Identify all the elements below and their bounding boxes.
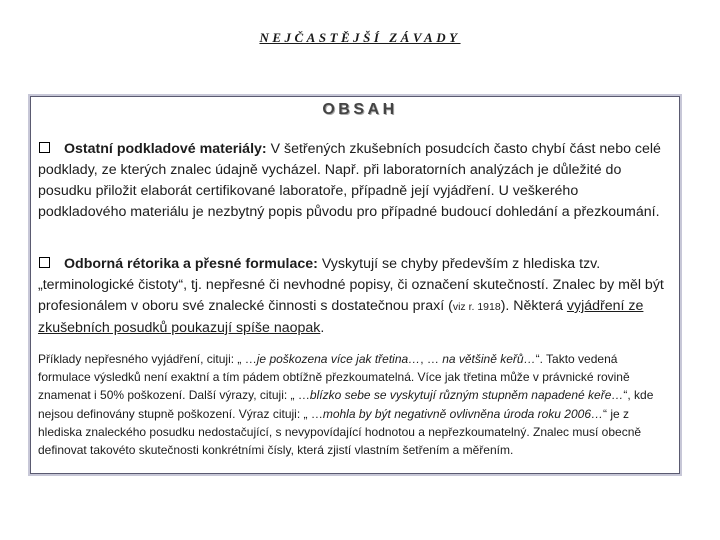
underlined-text: vyjádření ze zkušebních posudků poukazují spíše naopak: [38, 298, 644, 336]
reference-note: viz r. 1918: [452, 301, 501, 313]
item-text: .: [320, 320, 325, 336]
slide-title: OBSAH: [322, 101, 398, 118]
bullet-item-retorika: [38, 254, 670, 339]
item-text: V šetřených zkušebních posudcích často chybí část nebo celé podklady, ze kterých znalec údajně vycházel. Např. při laboratorních analýzách je důležité do posudku přiložit elaborát certifikované laboratoře, případně její vyjádření. U veškerého podkladového materiálu je nezbytný popis původu pro případné budoucí dohledání a přezkoumání.: [38, 141, 661, 220]
item-text: ). Některá: [500, 298, 567, 314]
bullet-item-podklady: [38, 139, 670, 223]
slide-header: NEJČASTĚJŠÍ ZÁVADY: [259, 30, 461, 45]
item-lead: Odborná rétorika a přesné formulace:: [64, 256, 318, 272]
example-quote: je poškozena více jak třetina…: [256, 352, 421, 366]
example-text: , …: [420, 352, 443, 366]
checkbox-bullet-icon: [39, 257, 50, 268]
item-lead: Ostatní podkladové materiály:: [64, 141, 267, 157]
example-text: Příklady nepřesného vyjádření, cituji: „ …: [38, 352, 257, 366]
example-text: “ je z hlediska znaleckého posudku nedostačující, s nevypovídající hodnotou a nepřezkoumatelný. Znalec musí obecně definovat takovéto skutečnosti konkrétními čísly, která zjistí vlastním šetřením a měřením.: [38, 406, 642, 458]
example-text: “. Takto vedená formulace výsledků není exaktní a tím pádem obtížně přezkoumatelná. Více jak třetina může v právnické rovině znamenat i 50% poškození. Další výrazy, cituji: „ …: [38, 352, 630, 403]
checkbox-bullet-icon: [39, 142, 50, 153]
example-quote: na většině keřů…: [442, 352, 536, 366]
example-quote: blízko sebe se vyskytují různým stupněm napadené keře…: [309, 388, 624, 403]
examples-paragraph: [38, 350, 670, 459]
example-quote: mohla by být negativně ovlivněna úroda roku 2006…: [322, 406, 604, 421]
example-text: “, kde nejsou definovány stupně poškození. Výraz cituji: „ …: [38, 388, 654, 421]
item-text: Vyskytují se chyby především z hlediska tzv. „terminologické čistoty“, tj. nepřesné či nevhodné popisy, či označení skutečností. Znalec by měl být profesionálem v oboru své znalecké činnosti s dostatečnou praxí (: [38, 256, 664, 314]
